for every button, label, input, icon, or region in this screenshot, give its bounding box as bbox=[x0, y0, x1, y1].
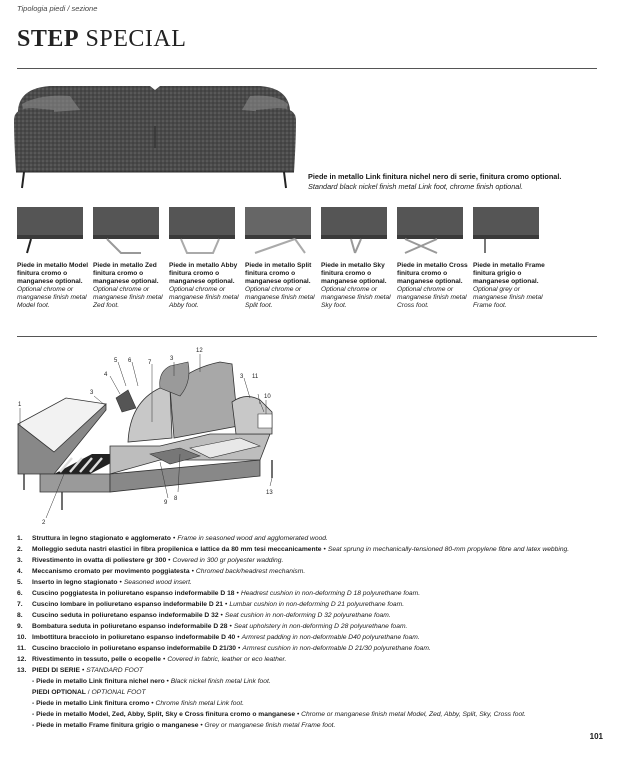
spec-item: 7. Cuscino lombare in poliuretano espanso indeformabile D 21 • Lumbar cushion in non-deforming D 21 polyurethane foam. bbox=[17, 601, 405, 608]
foot-caption-en: Optional chrome or manganese finish metal Zed foot. bbox=[93, 285, 163, 309]
foot-caption-en: Optional chrome or manganese finish metal Abby foot. bbox=[169, 285, 239, 309]
foot-cross bbox=[397, 207, 469, 309]
spec-item: 4. Meccanismo cromato per movimento poggiatesta • Chromed back/headrest mechanism. bbox=[17, 568, 306, 575]
hero-caption-it: Piede in metallo Link finitura nichel nero di serie, finitura cromo optional. bbox=[308, 172, 562, 181]
spec-it: Cuscino bracciolo in poliuretano espanso indeformabile D 21/30 bbox=[32, 645, 237, 652]
foot-sub-item: - Piede in metallo Link finitura nichel nero • Black nickel finish metal Link foot. bbox=[32, 678, 271, 685]
foot-caption-it: Piede in metallo Sky finitura cromo o manganese optional. bbox=[321, 262, 387, 285]
spec-en: Seat cushion in non-deforming D 32 polyurethane foam. bbox=[224, 612, 391, 619]
label-1: 1 bbox=[18, 402, 22, 408]
title-sub: SPECIAL bbox=[85, 26, 187, 52]
foot-sub-en: OPTIONAL FOOT bbox=[91, 689, 146, 696]
spec-num: 9. bbox=[17, 623, 23, 630]
spec-num: 1. bbox=[17, 535, 23, 542]
spec-num: 13. bbox=[17, 667, 27, 674]
foot-abby-image bbox=[169, 207, 235, 257]
foot-options bbox=[17, 207, 597, 327]
spec-item: 12. Rivestimento in tessuto, pelle o ecopelle • Covered in fabric, leather or eco leather. bbox=[17, 656, 287, 663]
spec-en: Frame in seasoned wood and agglomerated wood. bbox=[177, 535, 328, 542]
foot-sub-en: Black nickel finish metal Link foot. bbox=[170, 678, 271, 685]
spec-it: Meccanismo cromato per movimento poggiatesta bbox=[32, 568, 190, 575]
foot-sub-it: - Piede in metallo Model, Zed, Abby, Split, Sky e Cross finitura cromo o manganese bbox=[32, 711, 296, 718]
title-main: STEP bbox=[17, 26, 80, 52]
foot-sub-item: - Piede in metallo Frame finitura grigio o manganese • Grey or manganese finish metal Frame foot. bbox=[32, 722, 336, 729]
foot-sky-image bbox=[321, 207, 387, 257]
foot-sub-en: Chrome finish metal Link foot. bbox=[155, 700, 244, 707]
foot-caption-it: Piede in metallo Abby finitura cromo o manganese optional. bbox=[169, 262, 238, 285]
foot-caption-en: Optional chrome or manganese finish metal Model foot. bbox=[17, 285, 87, 309]
foot-sub-item: - Piede in metallo Model, Zed, Abby, Split, Sky e Cross finitura cromo o manganese • Chrome or manganese finish metal Model, Zed, Abby, Split, Sky, Cross foot. bbox=[32, 711, 526, 718]
spec-num: 6. bbox=[17, 590, 23, 597]
label-7: 7 bbox=[148, 360, 152, 366]
foot-model bbox=[17, 207, 89, 309]
foot-split bbox=[245, 207, 317, 309]
label-3a: 3 bbox=[90, 390, 94, 396]
page-title bbox=[17, 26, 186, 53]
spec-en: Seat sprung in mechanically-tensioned 80-mm propylene fibre and latex webbing. bbox=[327, 546, 570, 553]
middle-divider bbox=[17, 336, 597, 337]
foot-caption-it: Piede in metallo Zed finitura cromo o manganese optional. bbox=[93, 262, 159, 285]
spec-num: 11. bbox=[17, 645, 26, 652]
spec-it: Rivestimento in tessuto, pelle o ecopelle bbox=[32, 656, 161, 663]
spec-item: 9. Bombatura seduta in poliuretano espanso indeformabile D 28 • Seat upholstery in non-deforming D 28 polyurethane foam. bbox=[17, 623, 408, 630]
spec-it: Cuscino poggiatesta in poliuretano espanso indeformabile D 18 bbox=[32, 590, 235, 597]
spec-item: 2. Molleggio seduta nastri elastici in fibra propilenica e lattice da 80 mm tesi meccanicamente • Seat sprung in mechanically-tensioned 80-mm propylene fibre and latex webbing. bbox=[17, 546, 570, 553]
spec-en: Covered in 300 gr polyester wadding. bbox=[172, 557, 284, 564]
label-8: 8 bbox=[174, 496, 178, 502]
label-6: 6 bbox=[128, 358, 132, 364]
foot-caption-it: Piede in metallo Split finitura cromo o manganese optional. bbox=[245, 262, 312, 285]
spec-en: Armrest padding in non-deformable D40 polyurethane foam. bbox=[241, 634, 420, 641]
spec-list bbox=[17, 533, 607, 731]
spec-item: 6. Cuscino poggiatesta in poliuretano espanso indeformabile D 18 • Headrest cushion in non-deforming D 18 polyurethane foam. bbox=[17, 590, 421, 597]
spec-item: 1. Struttura in legno stagionato e agglomerato • Frame in seasoned wood and agglomerated wood. bbox=[17, 535, 328, 542]
foot-caption-it: Piede in metallo Model finitura cromo o manganese optional. bbox=[17, 262, 89, 285]
spec-en: Chromed back/headrest mechanism. bbox=[195, 568, 306, 575]
foot-cross-image bbox=[397, 207, 463, 257]
spec-it: Rivestimento in ovatta di poliestere gr 300 bbox=[32, 557, 167, 564]
spec-it: Molleggio seduta nastri elastici in fibra propilenica e lattice da 80 mm tesi meccanicamente bbox=[32, 546, 322, 553]
label-13: 13 bbox=[266, 490, 273, 496]
breadcrumb: Tipologia piedi / sezione bbox=[17, 4, 98, 13]
foot-sky bbox=[321, 207, 393, 309]
spec-it: Struttura in legno stagionato e agglomerato bbox=[32, 535, 171, 542]
foot-caption-en: Optional chrome or manganese finish metal Split foot. bbox=[245, 285, 315, 309]
spec-item: 3. Rivestimento in ovatta di poliestere gr 300 • Covered in 300 gr polyester wadding. bbox=[17, 557, 284, 564]
page-number: 101 bbox=[589, 732, 603, 741]
spec-num: 10. bbox=[17, 634, 27, 641]
foot-sub-item: PIEDI OPTIONAL / OPTIONAL FOOT bbox=[32, 689, 146, 696]
label-4: 4 bbox=[104, 372, 108, 378]
foot-zed-image bbox=[93, 207, 159, 257]
hero-caption bbox=[308, 172, 598, 191]
foot-zed bbox=[93, 207, 165, 309]
spec-it: Cuscino lombare in poliuretano espanso indeformabile D 21 bbox=[32, 601, 224, 608]
spec-it: Bombatura seduta in poliuretano espanso indeformabile D 28 bbox=[32, 623, 228, 630]
spec-num: 4. bbox=[17, 568, 23, 575]
label-2: 2 bbox=[42, 520, 46, 526]
spec-item: 5. Inserto in legno stagionato • Seasoned wood insert. bbox=[17, 579, 192, 586]
foot-sub-it: PIEDI OPTIONAL bbox=[32, 689, 86, 696]
label-11: 11 bbox=[252, 374, 259, 380]
spec-num: 2. bbox=[17, 546, 23, 553]
spec-en: STANDARD FOOT bbox=[86, 667, 144, 674]
label-9: 9 bbox=[164, 500, 168, 506]
foot-sub-en: Grey or manganese finish metal Frame foot. bbox=[204, 722, 336, 729]
spec-en: Headrest cushion in non-deforming D 18 polyurethane foam. bbox=[240, 590, 421, 597]
spec-en: Armrest cushion in non-deformable D 21/30 polyurethane foam. bbox=[242, 645, 431, 652]
foot-model-image bbox=[17, 207, 83, 257]
sofa-photo bbox=[10, 80, 300, 192]
spec-it: Cuscino seduta in poliuretano espanso indeformabile D 32 bbox=[32, 612, 219, 619]
foot-sub-en: Chrome or manganese finish metal Model, Zed, Abby, Split, Sky, Cross foot. bbox=[301, 711, 526, 718]
spec-it: Inserto in legno stagionato bbox=[32, 579, 118, 586]
hero-caption-en: Standard black nickel finish metal Link foot, chrome finish optional. bbox=[308, 181, 523, 191]
label-3b: 3 bbox=[170, 356, 174, 362]
label-10: 10 bbox=[264, 394, 271, 400]
section-diagram bbox=[10, 342, 310, 527]
spec-item: 8. Cuscino seduta in poliuretano espanso indeformabile D 32 • Seat cushion in non-deforming D 32 polyurethane foam. bbox=[17, 612, 391, 619]
foot-abby bbox=[169, 207, 241, 309]
foot-caption-en: Optional grey or manganese finish metal Frame foot. bbox=[473, 285, 543, 309]
foot-frame bbox=[473, 207, 545, 309]
spec-en: Covered in fabric, leather or eco leather. bbox=[167, 656, 287, 663]
foot-caption-en: Optional chrome or manganese finish metal Cross foot. bbox=[397, 285, 467, 309]
foot-caption-it: Piede in metallo Cross finitura cromo o manganese optional. bbox=[397, 262, 468, 285]
label-3c: 3 bbox=[240, 374, 244, 380]
spec-num: 7. bbox=[17, 601, 23, 608]
spec-num: 3. bbox=[17, 557, 23, 564]
spec-en: Seat upholstery in non-deforming D 28 polyurethane foam. bbox=[233, 623, 408, 630]
foot-caption-en: Optional chrome or manganese finish metal Sky foot. bbox=[321, 285, 391, 309]
foot-split-image bbox=[245, 207, 311, 257]
top-divider bbox=[17, 68, 597, 69]
foot-sub-item: - Piede in metallo Link finitura cromo • Chrome finish metal Link foot. bbox=[32, 700, 244, 707]
spec-item: 13. PIEDI DI SERIE • STANDARD FOOT bbox=[17, 667, 144, 674]
spec-it: Imbottitura bracciolo in poliuretano espanso indeformabile D 40 bbox=[32, 634, 236, 641]
spec-num: 5. bbox=[17, 579, 23, 586]
label-5: 5 bbox=[114, 358, 118, 364]
foot-sub-it: - Piede in metallo Frame finitura grigio o manganese bbox=[32, 722, 199, 729]
foot-frame-image bbox=[473, 207, 539, 257]
foot-sub-it: - Piede in metallo Link finitura cromo bbox=[32, 700, 150, 707]
spec-num: 8. bbox=[17, 612, 23, 619]
spec-it: PIEDI DI SERIE bbox=[32, 667, 80, 674]
spec-en: Seasoned wood insert. bbox=[123, 579, 192, 586]
label-12: 12 bbox=[196, 348, 203, 354]
spec-item: 11. Cuscino bracciolo in poliuretano espanso indeformabile D 21/30 • Armrest cushion in non-deformable D 21/30 polyurethane foam. bbox=[17, 645, 431, 652]
spec-item: 10. Imbottitura bracciolo in poliuretano espanso indeformabile D 40 • Armrest padding in non-deformable D40 polyurethane foam. bbox=[17, 634, 420, 641]
foot-caption-it: Piede in metallo Frame finitura grigio o manganese optional. bbox=[473, 262, 545, 285]
spec-num: 12. bbox=[17, 656, 27, 663]
foot-sub-it: - Piede in metallo Link finitura nichel nero bbox=[32, 678, 165, 685]
spec-en: Lumbar cushion in non-deforming D 21 polyurethane foam. bbox=[229, 601, 405, 608]
